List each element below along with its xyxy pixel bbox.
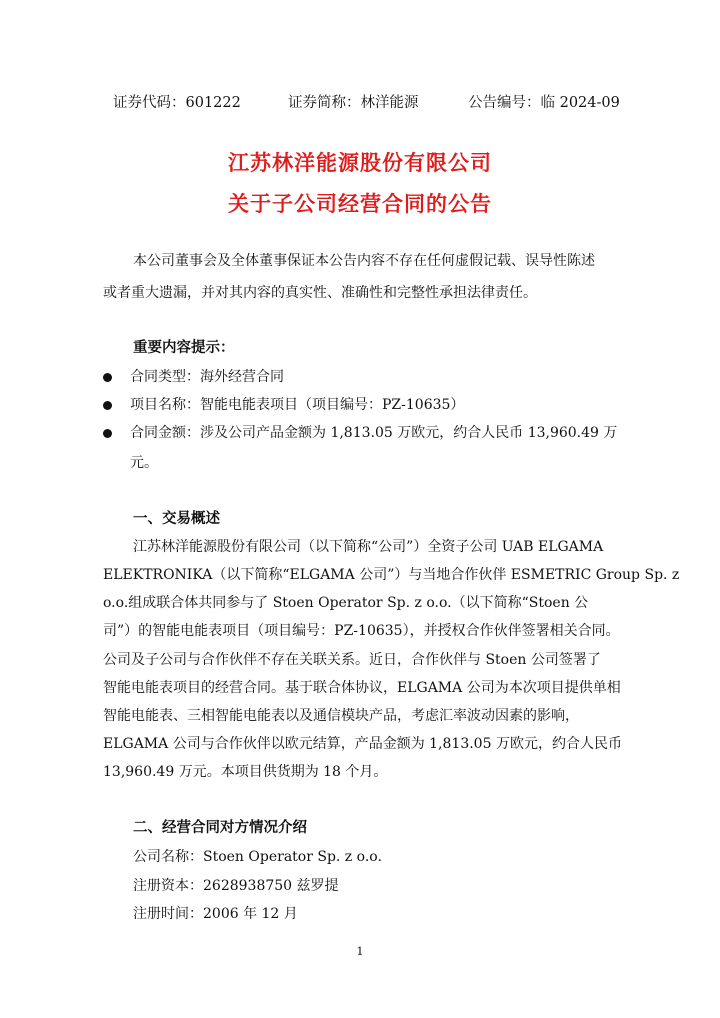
section2-heading: 二、经营合同对方情况介绍 — [133, 820, 307, 836]
bullet-icon — [103, 429, 112, 438]
stock-abbreviation: 证券简称：林洋能源 — [288, 95, 419, 111]
section1-line: o.o.组成联合体共同参与了 Stoen Operator Sp. z o.o.（以下简称“Stoen 公 — [103, 595, 589, 611]
section1-line: 智能电能表、三相智能电能表以及通信模块产品，考虑汇率波动因素的影响， — [103, 708, 579, 724]
section1-line: ELGAMA 公司与合作伙伴以欧元结算，产品金额为 1,813.05 万欧元，约合人民币 — [103, 736, 622, 752]
counterparty-name: 公司名称：Stoen Operator Sp. z o.o. — [133, 849, 382, 865]
bullet-icon — [103, 401, 112, 410]
bullet-icon — [103, 373, 112, 382]
section1-line: 公司及子公司与合作伙伴不存在关联关系。近日，合作伙伴与 Stoen 公司签署了 — [103, 652, 601, 668]
section1-line: 江苏林洋能源股份有限公司（以下简称“公司”）全资子公司 UAB ELGAMA — [133, 539, 604, 555]
section1-line: ELEKTRONIKA（以下简称“ELGAMA 公司”）与当地合作伙伴 ESMETRIC Group Sp. z — [103, 567, 680, 583]
registration-date: 注册时间：2006 年 12 月 — [133, 906, 298, 922]
highlight-item: 合同类型：海外经营合同 — [103, 366, 284, 386]
announcement-number: 公告编号：临 2024-09 — [468, 95, 620, 111]
highlights-heading: 重要内容提示： — [133, 340, 235, 356]
section1-line: 13,960.49 万元。本项目供货期为 18 个月。 — [103, 764, 388, 780]
stock-code: 证券代码：601222 — [113, 95, 241, 111]
registered-capital: 注册资本：2628938750 兹罗提 — [133, 878, 339, 894]
highlight-item: 合同金额：涉及公司产品金额为 1,813.05 万欧元，约合人民币 13,960.49 万 — [103, 422, 617, 442]
document-title-line2: 关于子公司经营合同的公告 — [228, 192, 492, 216]
disclaimer-line1: 本公司董事会及全体董事保证本公告内容不存在任何虚假记载、误导性陈述 — [133, 253, 595, 269]
document-title-line1: 江苏林洋能源股份有限公司 — [228, 151, 492, 175]
page-number: 1 — [356, 945, 364, 958]
disclaimer-line2: 或者重大遗漏，并对其内容的真实性、准确性和完整性承担法律责任。 — [103, 285, 537, 301]
section1-line: 智能电能表项目的经营合同。基于联合体协议，ELGAMA 公司为本次项目提供单相 — [103, 680, 621, 696]
highlight-item: 项目名称：智能电能表项目（项目编号：PZ-10635） — [103, 394, 464, 414]
section1-line: 司”）的智能电能表项目（项目编号：PZ-10635），并授权合作伙伴签署相关合同。 — [103, 623, 620, 639]
section1-heading: 一、交易概述 — [133, 511, 220, 527]
highlight-item-continuation: 元。 — [130, 455, 158, 471]
